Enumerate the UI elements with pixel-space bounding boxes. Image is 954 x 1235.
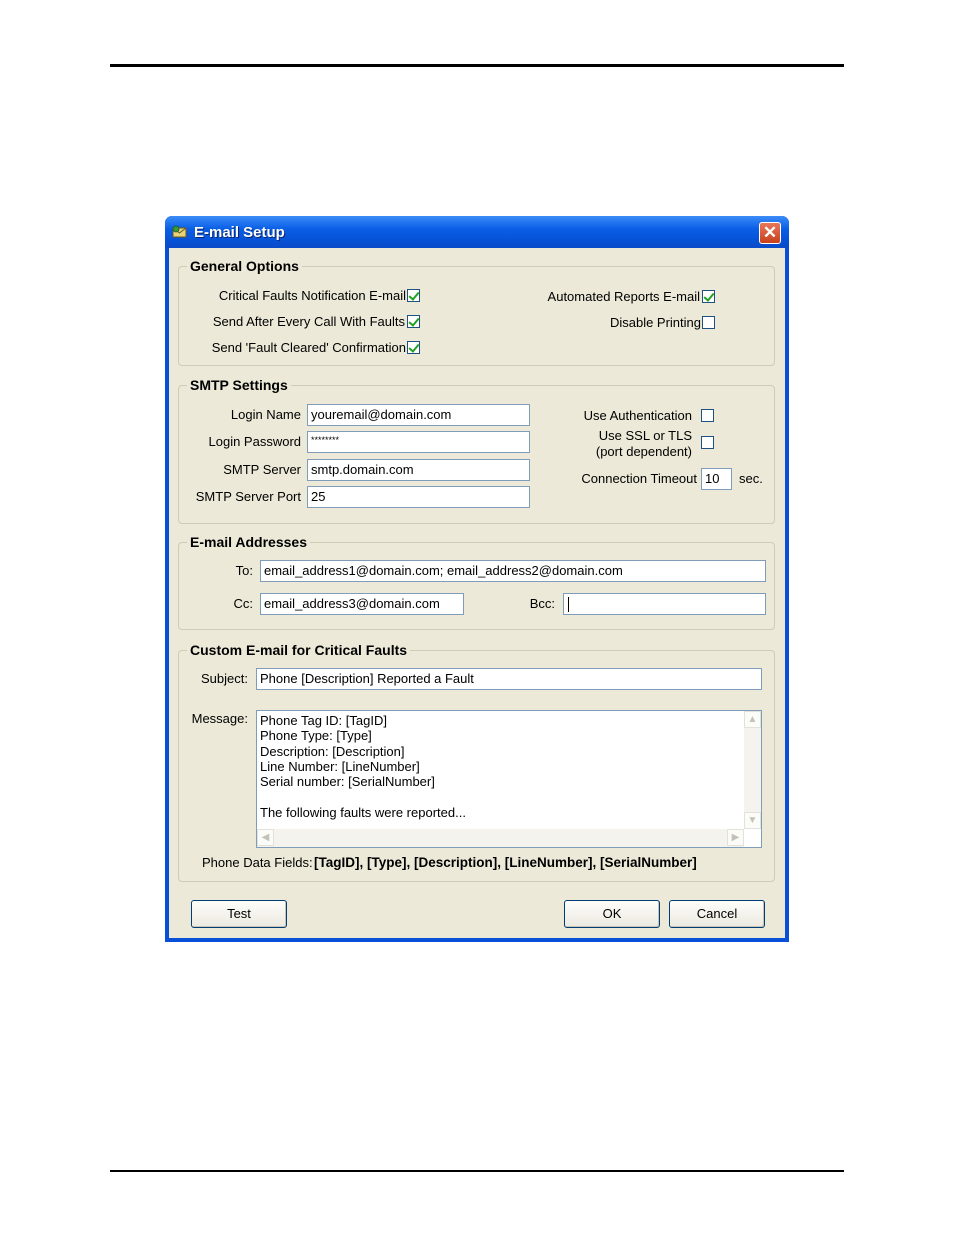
message-label: Message:: [191, 711, 248, 726]
scroll-up-icon[interactable]: ▲: [744, 711, 761, 728]
message-line: Serial number: [SerialNumber]: [260, 774, 435, 790]
message-textarea[interactable]: [256, 710, 762, 848]
send-after-call-checkbox[interactable]: [407, 315, 420, 328]
login-name-label: Login Name: [230, 407, 301, 422]
critical-faults-checkbox[interactable]: [407, 289, 420, 302]
phone-data-fields-label: Phone Data Fields:: [202, 855, 313, 870]
login-password-input[interactable]: ********: [307, 431, 530, 453]
cancel-button[interactable]: Cancel: [669, 900, 765, 928]
email-addresses-group: [178, 534, 775, 630]
disable-printing-checkbox[interactable]: [702, 316, 715, 329]
automated-reports-label: Automated Reports E-mail: [547, 289, 700, 304]
login-password-label: Login Password: [208, 434, 301, 449]
general-options-group: [178, 258, 775, 366]
bcc-label: Bcc:: [529, 596, 555, 611]
scroll-left-icon[interactable]: ◀: [257, 829, 274, 846]
send-fault-cleared-checkbox[interactable]: [407, 341, 420, 354]
message-line: Phone Type: [Type]: [260, 728, 372, 744]
message-line: [260, 789, 466, 804]
connection-timeout-label: Connection Timeout: [581, 471, 697, 486]
use-ssl-checkbox[interactable]: [701, 436, 714, 449]
smtp-server-input[interactable]: smtp.domain.com: [307, 459, 530, 481]
custom-email-legend: Custom E-mail for Critical Faults: [187, 642, 410, 658]
use-auth-label: Use Authentication: [583, 408, 692, 423]
cc-input[interactable]: email_address3@domain.com: [260, 593, 464, 615]
smtp-settings-legend: SMTP Settings: [187, 377, 291, 393]
message-line: The following faults were reported...: [260, 804, 466, 820]
automated-reports-checkbox[interactable]: [702, 290, 715, 303]
ok-button[interactable]: OK: [564, 900, 660, 928]
text-caret: [568, 597, 569, 612]
scroll-down-icon[interactable]: ▼: [744, 812, 761, 829]
smtp-server-label: SMTP Server: [223, 462, 301, 477]
use-ssl-label: Use SSL or TLS: [598, 428, 692, 443]
title-bar[interactable]: [165, 216, 789, 248]
message-line: Description: [Description]: [260, 743, 405, 759]
timeout-unit-label: sec.: [739, 471, 763, 486]
to-input[interactable]: email_address1@domain.com; email_address2@domain.com: [260, 560, 766, 582]
cc-label: Cc:: [233, 596, 253, 611]
bcc-input[interactable]: [563, 593, 766, 615]
email-setup-dialog: [165, 216, 789, 942]
subject-input[interactable]: Phone [Description] Reported a Fault: [256, 668, 762, 690]
to-label: To:: [235, 563, 253, 578]
scroll-right-icon[interactable]: ▶: [727, 829, 744, 846]
message-line: Phone Tag ID: [TagID]: [260, 713, 387, 728]
message-line: Line Number: [LineNumber]: [260, 758, 420, 774]
page-top-rule: [110, 64, 844, 67]
send-fault-cleared-label: Send 'Fault Cleared' Confirmation: [211, 340, 406, 355]
send-after-call-label: Send After Every Call With Faults: [212, 314, 405, 329]
connection-timeout-input[interactable]: 10: [701, 468, 732, 490]
critical-faults-label: Critical Faults Notification E-mail: [218, 288, 406, 303]
phone-data-fields-value: [TagID], [Type], [Description], [LineNumber], [SerialNumber]: [314, 855, 697, 870]
smtp-settings-group: [178, 377, 775, 524]
test-button[interactable]: Test: [191, 900, 287, 928]
page-bottom-rule: [110, 1170, 844, 1172]
subject-label: Subject:: [201, 671, 248, 686]
general-options-legend: General Options: [187, 258, 302, 274]
message-lines: [260, 713, 466, 820]
vertical-scrollbar[interactable]: [744, 711, 761, 829]
disable-printing-label: Disable Printing: [609, 315, 701, 330]
smtp-port-input[interactable]: 25: [307, 486, 530, 508]
horizontal-scrollbar[interactable]: [257, 829, 744, 847]
email-addresses-legend: E-mail Addresses: [187, 534, 310, 550]
dialog-client-area: [169, 248, 785, 938]
close-icon[interactable]: ✕: [759, 222, 781, 244]
use-auth-checkbox[interactable]: [701, 409, 714, 422]
use-ssl-sublabel: (port dependent): [595, 444, 692, 459]
login-name-input[interactable]: youremail@domain.com: [307, 404, 530, 426]
email-setup-icon: [172, 225, 188, 239]
smtp-port-label: SMTP Server Port: [195, 489, 301, 504]
window-title: E-mail Setup: [194, 224, 285, 241]
